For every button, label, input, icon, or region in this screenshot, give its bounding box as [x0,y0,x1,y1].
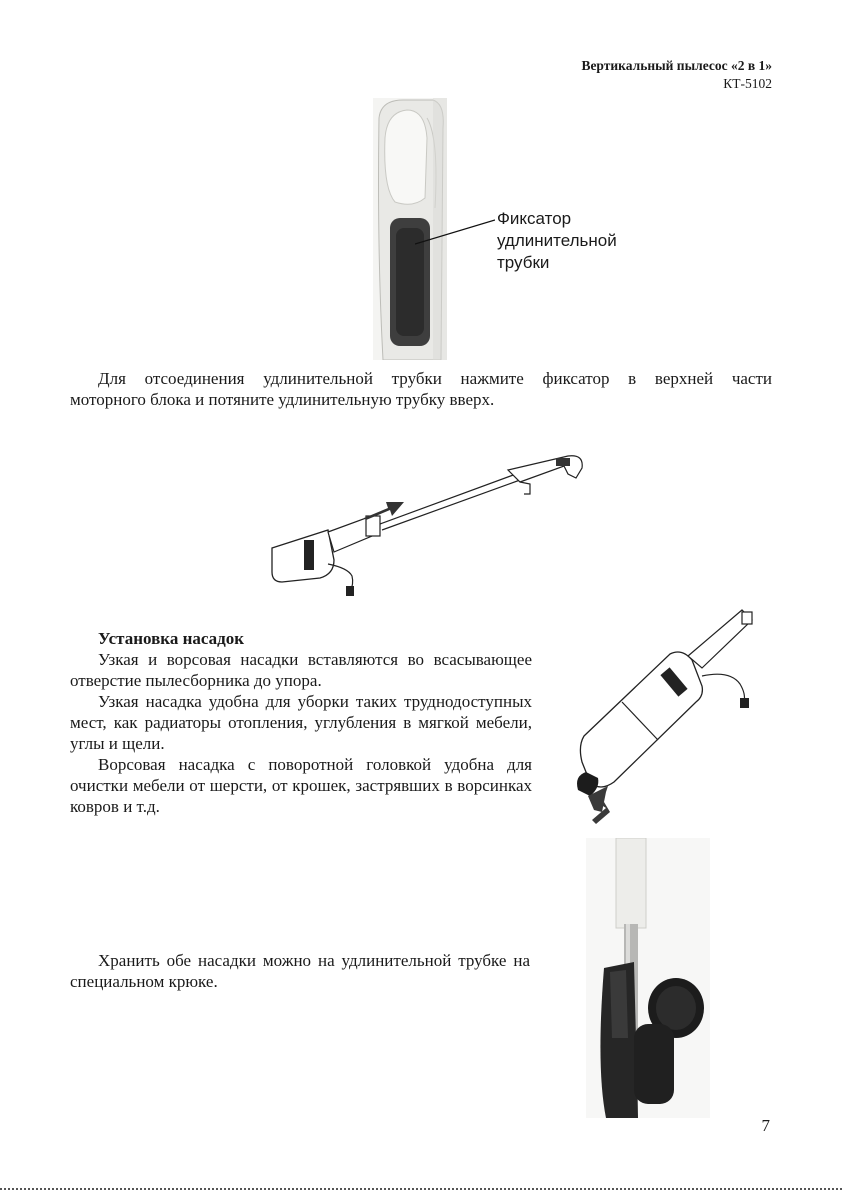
detach-instruction [70,368,772,410]
callout-line-2: удлинительной [497,231,617,250]
section-paragraph-3: Ворсовая насадка с поворотной головкой удобна для очистки мебели от шерсти, от крошек, застрявших в ворсинках ковров и т.д. [70,755,532,816]
storage-instruction: Хранить обе насадки можно на удлинительной трубке на специальном крюке. [70,951,530,991]
detach-instruction-line-2: моторного блока и потяните удлинительную трубку вверх. [70,390,495,409]
header-model: КТ-5102 [723,76,772,91]
callout-line-3: трубки [497,253,550,272]
nozzle-storage-photo [586,838,710,1118]
callout-leader-line [415,218,495,248]
section-paragraph-2: Узкая насадка удобна для уборки таких труднодоступных мест, как радиаторы отопления, углубления в мягкой мебели, углы и щели. [70,692,532,753]
latch-callout-label [497,208,617,274]
section-heading: Установка насадок [98,629,245,648]
tube-detach-illustration [268,452,588,602]
section-paragraph-1: Узкая и ворсовая насадки вставляются во всасывающее отверстие пылесборника до упора. [70,650,532,690]
detach-instruction-line-1: Для отсоединения удлинительной трубки нажмите фиксатор в верхней части [98,369,772,388]
nozzle-attach-illustration [570,606,770,826]
page-number: 7 [761,1116,770,1135]
callout-line-1: Фиксатор [497,209,572,228]
page-bottom-dotted-line [0,1188,842,1190]
nozzle-installation-section [70,628,532,817]
header-title: Вертикальный пылесос «2 в 1» [581,58,772,73]
